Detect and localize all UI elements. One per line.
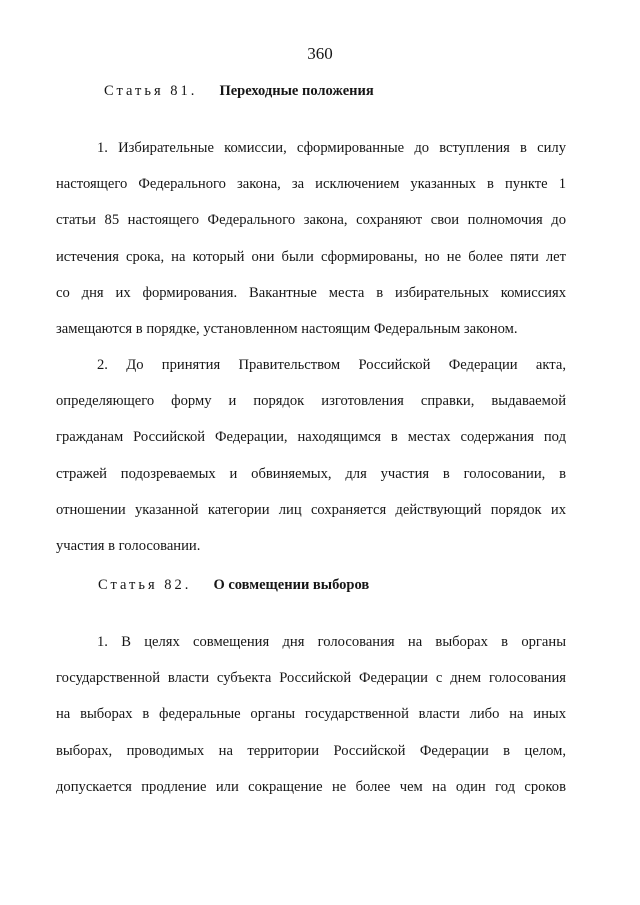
paragraph-line: участия в голосовании. <box>56 537 201 554</box>
paragraph-line: отношении указанной категории лиц сохраняется действующий порядок их <box>56 501 566 518</box>
article-81-title: Переходные положения <box>219 83 374 99</box>
paragraph-line: государственной власти субъекта Российской Федерации с днем голосования <box>56 670 566 687</box>
paragraph-line: определяющего форму и порядок изготовления справки, выдаваемой <box>56 393 566 410</box>
paragraph-line: со дня их формирования. Вакантные места в избирательных комиссиях <box>56 284 566 301</box>
paragraph-line: настоящего Федерального закона, за исключением указанных в пункте 1 <box>56 176 566 193</box>
article-82-label: Статья 82. <box>98 577 192 593</box>
article-82-heading <box>98 577 369 594</box>
article-82-title: О совмещении выборов <box>213 577 370 593</box>
article-82-paragraph-1 <box>56 624 566 805</box>
paragraph-line: стражей подозреваемых и обвиняемых, для участия в голосовании, в <box>56 465 566 482</box>
paragraph-line: выборах, проводимых на территории Российской Федерации в целом, <box>56 742 566 759</box>
paragraph-line: 2. До принятия Правительством Российской Федерации акта, <box>97 357 566 373</box>
paragraph-line: допускается продление или сокращение не более чем на один год сроков <box>56 778 566 795</box>
paragraph-line: статьи 85 настоящего Федерального закона, сохраняют свои полномочия до <box>56 212 566 229</box>
paragraph-line: на выборах в федеральные органы государственной власти либо на иных <box>56 706 566 723</box>
page-number: 360 <box>307 44 333 63</box>
paragraph-line: гражданам Российской Федерации, находящимся в местах содержания под <box>56 429 566 446</box>
paragraph-line: 1. В целях совмещения дня голосования на выборах в органы <box>97 634 566 650</box>
paragraph-line: замещаются в порядке, установленном настоящим Федеральным законом. <box>56 320 518 337</box>
article-81-paragraph-1 <box>56 130 566 347</box>
article-81-label: Статья 81. <box>104 83 198 99</box>
paragraph-line: истечения срока, на который они были сформированы, но не более пяти лет <box>56 248 566 265</box>
article-81-paragraph-2 <box>56 347 566 564</box>
paragraph-line: 1. Избирательные комиссии, сформированные до вступления в силу <box>97 140 566 156</box>
article-81-heading <box>104 83 374 100</box>
